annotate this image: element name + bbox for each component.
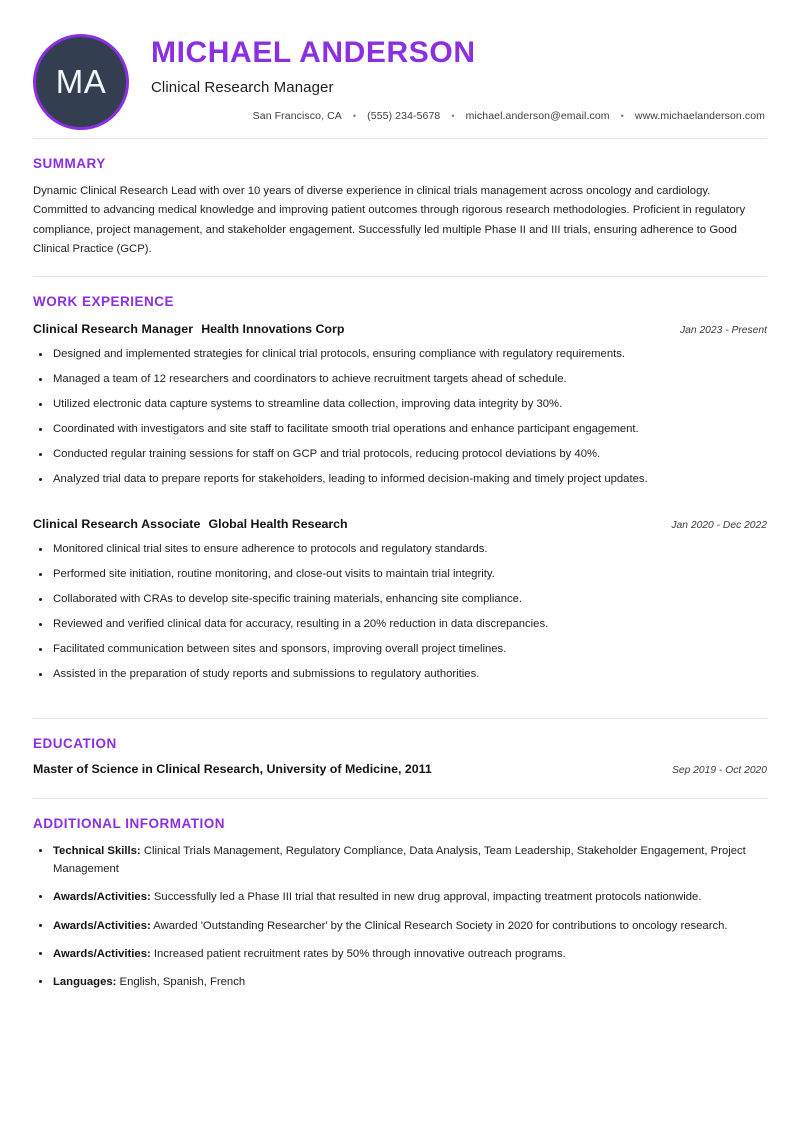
- work-entry-role: Clinical Research Manager: [33, 321, 194, 336]
- additional-information-list: [33, 842, 767, 992]
- info-value: English, Spanish, French: [119, 976, 246, 989]
- education-degree: Master of Science in Clinical Research, University of Medicine, 2011: [33, 761, 432, 776]
- avatar: [33, 34, 129, 130]
- list-item: Assisted in the preparation of study reports and submissions to regulatory authorities.: [33, 666, 767, 684]
- work-entry-company: Health Innovations Corp: [201, 321, 345, 336]
- contact-phone: (555) 234-5678: [367, 110, 441, 122]
- section-title-work-experience: WORK EXPERIENCE: [33, 293, 175, 309]
- list-item: Analyzed trial data to prepare reports for stakeholders, leading to informed decision-making and timely project updates.: [33, 471, 767, 489]
- work-entry-dates: Jan 2023 - Present: [679, 324, 767, 336]
- contact-website[interactable]: www.michaelanderson.com: [634, 110, 765, 122]
- section-work-experience: [33, 277, 767, 718]
- list-item: [33, 888, 767, 906]
- section-summary: [33, 139, 767, 260]
- info-value: Awarded 'Outstanding Researcher' by the Clinical Research Society in 2020 for contributions to oncology research.: [153, 919, 728, 932]
- list-item: [33, 973, 767, 991]
- work-entry-dates: Jan 2020 - Dec 2022: [671, 520, 767, 532]
- list-item: Monitored clinical trial sites to ensure adherence to protocols and regulatory standards.: [33, 541, 767, 559]
- section-tail: [33, 778, 767, 798]
- section-title-summary: SUMMARY: [33, 156, 106, 171]
- work-entry: [33, 320, 767, 489]
- page-title: MICHAEL ANDERSON: [151, 36, 476, 69]
- section-tail: [33, 698, 767, 718]
- info-value: Successfully led a Phase III trial that resulted in new drug approval, impacting treatment protocols nationwide.: [153, 891, 702, 904]
- work-entry-bullets: [33, 346, 767, 489]
- list-item: [33, 917, 767, 935]
- list-item: Conducted regular training sessions for staff on GCP and trial protocols, reducing protocol deviations by 40%.: [33, 446, 767, 464]
- header-text-block: [129, 30, 767, 122]
- list-item: Reviewed and verified clinical data for accuracy, resulting in a 20% reduction in data discrepancies.: [33, 616, 767, 634]
- contact-email[interactable]: michael.anderson@email.com: [465, 110, 610, 122]
- list-item: Collaborated with CRAs to develop site-specific training materials, enhancing site compliance.: [33, 591, 767, 609]
- entry-spacer: [33, 502, 767, 515]
- list-item: Facilitated communication between sites and sponsors, improving overall project timelines.: [33, 641, 767, 659]
- info-value: Increased patient recruitment rates by 50% through innovative outreach programs.: [153, 947, 566, 960]
- work-entry-header: [33, 320, 767, 338]
- work-entry: [33, 515, 767, 684]
- info-label: Awards/Activities:: [53, 891, 151, 904]
- list-item: Performed site initiation, routine monitoring, and close-out visits to maintain trial integrity.: [33, 566, 767, 584]
- work-entry-bullets: [33, 541, 767, 684]
- list-item: Utilized electronic data capture systems to streamline data collection, improving data integrity by 30%.: [33, 396, 767, 414]
- list-item: [33, 842, 767, 879]
- section-additional-information: [33, 799, 767, 992]
- info-label: Technical Skills:: [53, 844, 141, 857]
- info-label: Awards/Activities:: [53, 919, 151, 932]
- contact-separator-icon: •: [352, 110, 357, 121]
- work-entry-title-group: [33, 515, 348, 533]
- info-label: Languages:: [53, 976, 117, 989]
- info-label: Awards/Activities:: [53, 947, 151, 960]
- section-education: [33, 719, 767, 798]
- info-value: Clinical Trials Management, Regulatory Compliance, Data Analysis, Team Leadership, Stakeholder Engagement, Project Management: [53, 844, 746, 875]
- summary-text: Dynamic Clinical Research Lead with over 10 years of diverse experience in clinical trials management across oncology and cardiology. Committed to advancing medical knowledge and improving patient outcomes through rigorous research methodologies. Proficient in regulatory compliance, project management, and stakeholder engagement. Successfully led multiple Phase II and III trials, ensuring adherence to Good Clinical Practice (GCP).: [33, 185, 746, 256]
- contact-separator-icon: •: [620, 110, 624, 121]
- job-role: Clinical Research Manager: [151, 79, 334, 96]
- resume-header: [33, 0, 767, 138]
- work-entry-company: Global Health Research: [208, 517, 348, 532]
- list-item: Designed and implemented strategies for clinical trial protocols, ensuring compliance with regulatory requirements.: [33, 346, 767, 364]
- education-entry: [33, 762, 767, 776]
- avatar-initials: MA: [55, 63, 107, 100]
- list-item: Managed a team of 12 researchers and coordinators to achieve recruitment targets ahead of schedule.: [33, 371, 767, 389]
- contact-separator-icon: •: [451, 110, 455, 121]
- work-entry-role: Clinical Research Associate: [33, 517, 201, 532]
- contact-line: [151, 110, 767, 122]
- section-title-additional-information: ADDITIONAL INFORMATION: [33, 815, 225, 831]
- list-item: Coordinated with investigators and site staff to facilitate smooth trial operations and enhance participant engagement.: [33, 421, 767, 439]
- work-entry-title-group: [33, 320, 344, 338]
- education-dates: Sep 2019 - Oct 2020: [671, 764, 767, 776]
- work-entry-header: [33, 515, 767, 533]
- list-item: [33, 945, 767, 963]
- contact-location: San Francisco, CA: [252, 110, 342, 122]
- section-title-education: EDUCATION: [33, 735, 117, 751]
